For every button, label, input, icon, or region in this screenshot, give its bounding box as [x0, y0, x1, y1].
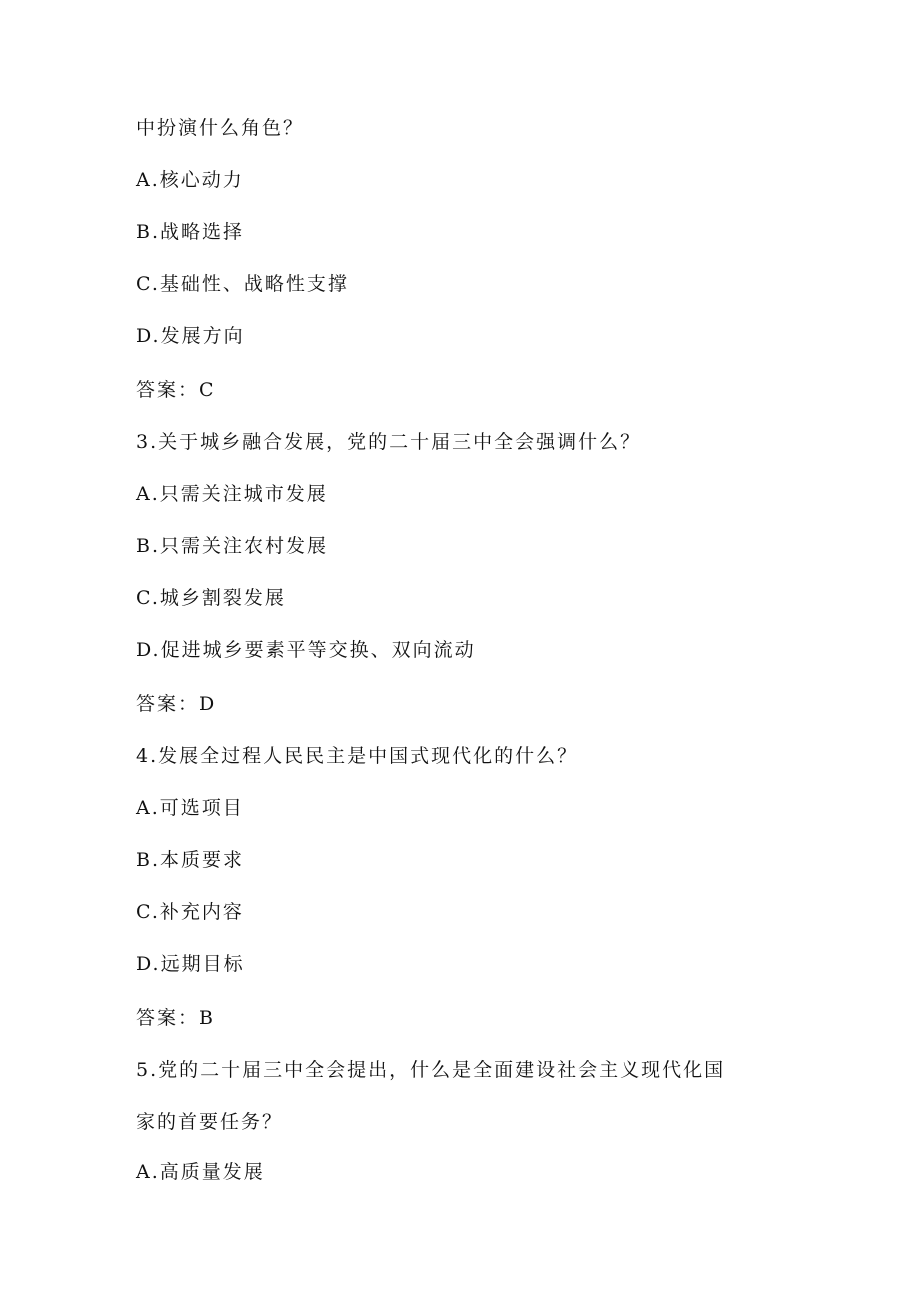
question-2-option-a: A.核心动力: [136, 169, 244, 191]
question-3-option-d: D.促进城乡要素平等交换、双向流动: [136, 639, 476, 661]
question-3-text: 3.关于城乡融合发展，党的二十届三中全会强调什么？: [136, 431, 642, 453]
question-3-option-a: A.只需关注城市发展: [136, 483, 328, 505]
question-2-option-b: B.战略选择: [136, 221, 245, 243]
question-5-text-continued: 家的首要任务？: [136, 1111, 284, 1133]
question-2-text-continued: 中扮演什么角色？: [136, 117, 305, 139]
question-4-option-a: A.可选项目: [136, 797, 244, 819]
question-2-answer: 答案：C: [136, 379, 216, 401]
question-4-text: 4.发展全过程人民民主是中国式现代化的什么？: [136, 745, 579, 767]
question-4-option-c: C.补充内容: [136, 901, 244, 923]
question-2-option-d: D.发展方向: [136, 325, 245, 347]
question-2-option-c: C.基础性、战略性支撑: [136, 273, 349, 295]
question-4-option-d: D.远期目标: [136, 953, 245, 975]
question-3-option-b: B.只需关注农村发展: [136, 535, 329, 557]
question-3-option-c: C.城乡割裂发展: [136, 587, 286, 609]
question-5-text: 5.党的二十届三中全会提出，什么是全面建设社会主义现代化国: [136, 1059, 726, 1081]
question-4-answer: 答案：B: [136, 1007, 215, 1029]
question-3-answer: 答案：D: [136, 693, 217, 715]
question-5-option-a: A.高质量发展: [136, 1161, 265, 1183]
question-4-option-b: B.本质要求: [136, 849, 245, 871]
